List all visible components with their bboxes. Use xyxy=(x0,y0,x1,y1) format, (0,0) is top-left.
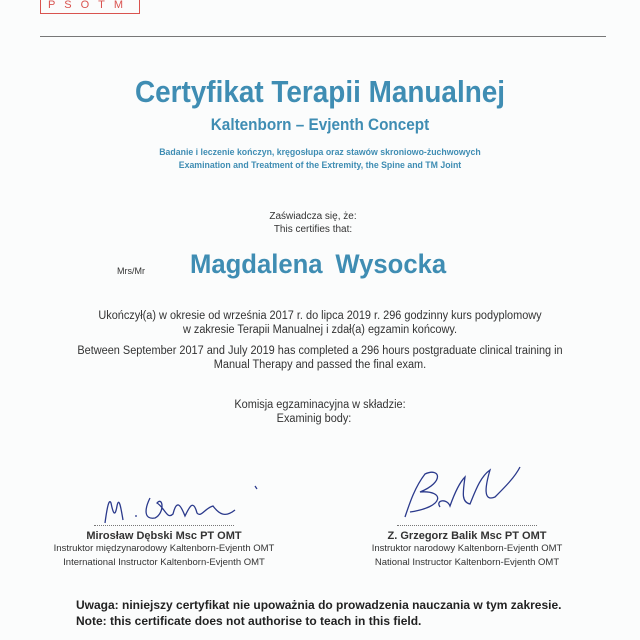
recipient-name: Magdalena Wysocka xyxy=(190,249,447,279)
signatory-role-en: National Instructor Kaltenborn-Evjenth OMT xyxy=(374,557,560,568)
scope-pl: Badanie i leczenie kończyn, kręgosłupa oraz stawów skroniowo-żuchwowych xyxy=(159,147,481,158)
signature-balik xyxy=(385,462,535,522)
note-en: Note: this certificate does not authorise to teach in this field. xyxy=(76,614,422,628)
psotm-logo xyxy=(40,0,140,14)
signatory-name: Z. Grzegorz Balik Msc PT OMT xyxy=(387,530,547,542)
board-en: Examinig body: xyxy=(276,413,352,425)
signatory-role-pl: Instruktor narodowy Kaltenborn-Evjenth OMT xyxy=(371,543,563,554)
logo-text: PSOTM xyxy=(47,0,133,11)
signature-debski xyxy=(95,478,275,528)
signature-line xyxy=(94,525,234,526)
body-en-1: Between September 2017 and July 2019 has completed a 296 hours postgraduate clinical training in xyxy=(77,345,563,357)
board-pl: Komisja egzaminacyjna w składzie: xyxy=(234,399,406,411)
header-divider xyxy=(40,36,606,37)
body-pl-1: Ukończył(a) w okresie od września 2017 r. do lipca 2019 r. 296 godzinny kurs podyplomowy xyxy=(98,310,542,322)
signatory-left xyxy=(44,525,284,570)
signatory-role-en: International Instructor Kaltenborn-Evjenth OMT xyxy=(63,557,265,568)
scope-en: Examination and Treatment of the Extremity, the Spine and TM Joint xyxy=(178,160,462,171)
certifies-en: This certifies that: xyxy=(273,224,353,235)
signatory-right xyxy=(347,525,587,570)
signatory-role-pl: Instruktor międzynarodowy Kaltenborn-Evjenth OMT xyxy=(53,543,275,554)
body-pl-2: w zakresie Terapii Manualnej i zdał(a) egzamin końcowy. xyxy=(182,324,458,336)
signature-line xyxy=(397,525,537,526)
body-en-2: Manual Therapy and passed the final exam. xyxy=(213,359,427,371)
certificate-title: Certyfikat Terapii Manualnej xyxy=(134,74,506,109)
note-pl: Uwaga: niniejszy certyfikat nie upoważnia do prowadzenia nauczania w tym zakresie. xyxy=(76,598,562,612)
certifies-pl: Zaświadcza się, że: xyxy=(269,211,357,222)
salutation: Mrs/Mr xyxy=(117,266,145,276)
certificate-subtitle: Kaltenborn – Evjenth Concept xyxy=(210,115,430,134)
signatory-name: Mirosław Dębski Msc PT OMT xyxy=(86,530,242,542)
